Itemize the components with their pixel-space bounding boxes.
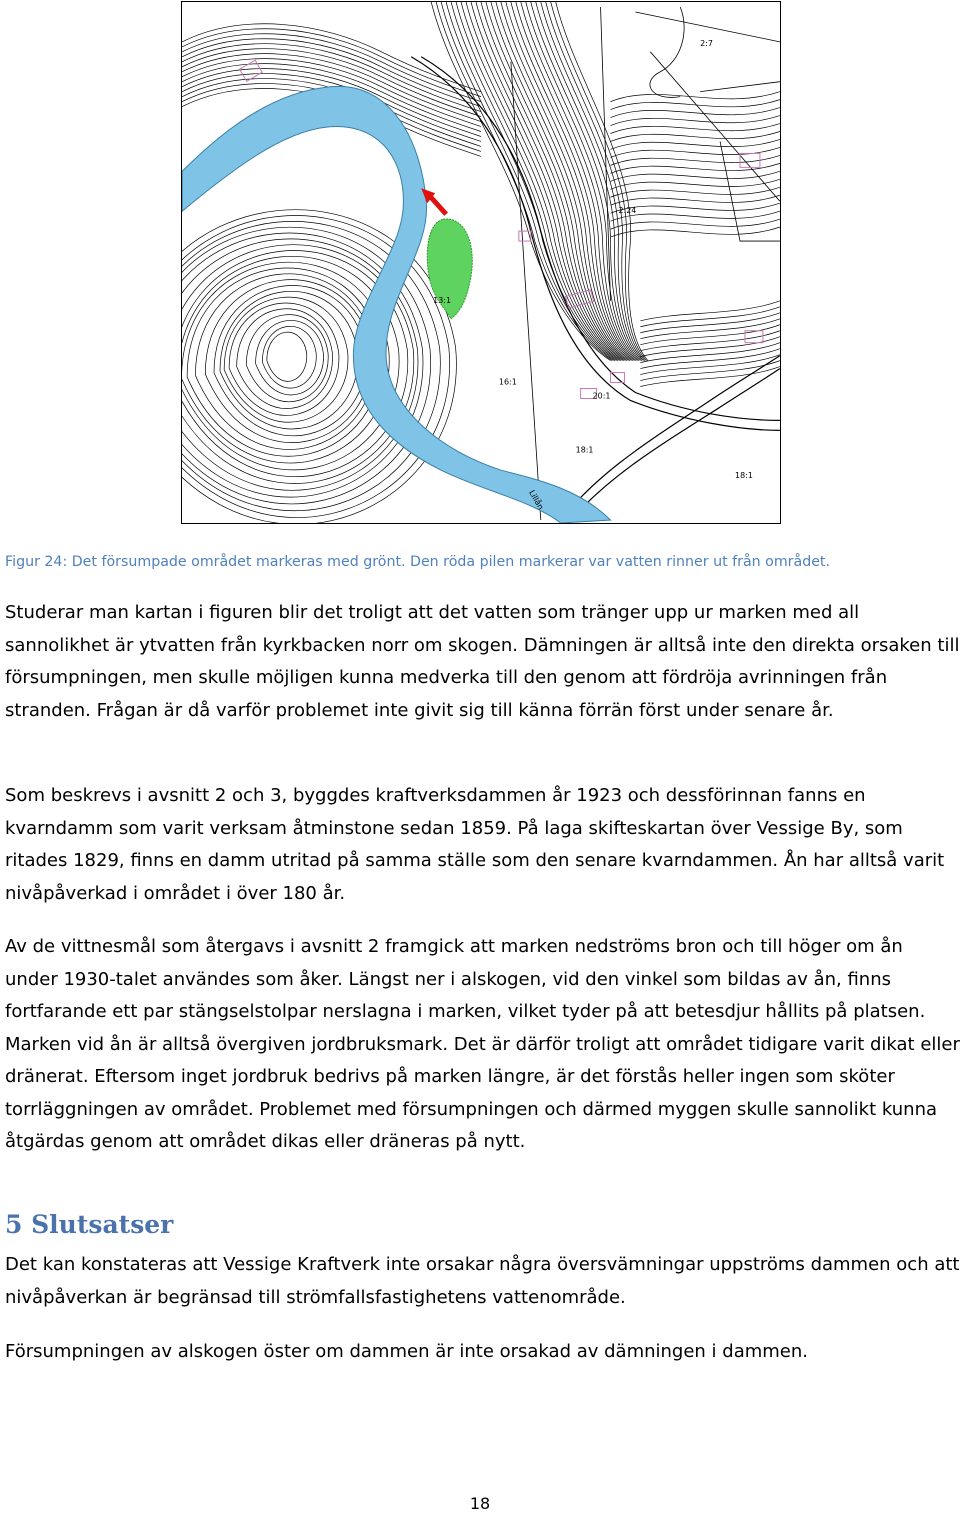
map-label: 20:1 (592, 391, 611, 401)
contour-lines (182, 2, 780, 523)
contour-line (611, 155, 780, 165)
figure-caption: Figur 24: Det försumpade området markeras med grönt. Den röda pilen markerar var vatten rinner ut från området. (5, 554, 830, 570)
map-label: 13:1 (433, 295, 452, 305)
contour-line (611, 108, 780, 118)
contour-line (224, 297, 348, 422)
contour-line (205, 280, 371, 443)
contour-line (471, 2, 622, 361)
map-label: 16:1 (498, 377, 517, 387)
contour-line (611, 187, 780, 197)
contour-line (481, 2, 625, 361)
section-heading: 5 Slutsatser (5, 1210, 174, 1239)
contour-line (640, 301, 779, 321)
paragraph: Av de vittnesmål som återgavs i avsnitt 2 framgick att marken nedströms bron och till höger om ån under 1930-talet användes som åker. Längst ner i alskogen, vid den vinkel som bildas av ån, finns fortfarande ett par stängselstolpar nerslagna i marken, vilket tyder på att betesdjur hållits på platsen. Marken vid ån är alltså övergiven jordbruksmark. Det är därför troligt att området tidigare varit dikat eller dränerat. Eftersom inget jordbruk bedrivs på marken längre, är det förstås heller ingen som sköter torrläggningen av området. Problemet med försumpningen och därmed myggen skulle sannolikt kunna åtgärdas genom att området dikas eller dräneras på nytt. (5, 936, 960, 1152)
paragraph: Det kan konstateras att Vessige Kraftverk inte orsakar några översvämningar uppströms dammen och att nivåpåverkan är begränsad till strömfallsfastighetens vattenområde. (5, 1254, 960, 1308)
map-label: 2:7 (700, 38, 713, 48)
contour-line (521, 2, 638, 361)
paragraph: Som beskrevs i avsnitt 2 och 3, byggdes kraftverksdammen år 1923 och dessförinnan fanns en kvarndamm som varit verksam åtminstone sedan 1859. På laga skifteskartan över Vessige By, som ritades 1829, finns en damm utritad på samma ställe som den senare kvarndammen. Ån har alltså varit nivåpåverkad i området i över 180 år. (5, 785, 945, 904)
contour-line (551, 2, 647, 361)
contour-line (267, 332, 307, 381)
contour-line (611, 195, 780, 205)
paragraph: Studerar man kartan i figuren blir det troligt att det vatten som tränger upp ur marken med all sannolikhet är ytvatten från kyrkbacken norr om skogen. Dämningen är alltså inte den direkta orsaken till försumpningen, men skulle möjligen kunna medverka till den genom att fördröja avrinningen från stranden. Frågan är då varför problemet inte givit sig till känna förrän först under senare år. (5, 602, 960, 721)
contour-line (611, 179, 780, 189)
contour-line (611, 116, 780, 126)
topographic-map (182, 2, 780, 523)
contour-line (611, 92, 780, 102)
contour-line (256, 320, 324, 394)
contour-line (446, 2, 615, 361)
contour-line (246, 315, 328, 402)
contour-line (611, 147, 780, 157)
paragraph: Försumpningen av alskogen öster om dammen är inte orsakad av dämningen i dammen. (5, 1341, 809, 1362)
map-label: 18:1 (735, 471, 753, 481)
river (182, 86, 610, 523)
contour-line (262, 326, 316, 388)
map-label: 2:24 (618, 206, 637, 216)
contour-line (229, 303, 339, 415)
map-figure (181, 1, 781, 524)
contour-line (237, 309, 333, 409)
contour-line (611, 100, 780, 110)
contour-line (611, 219, 780, 229)
river-name-label: Lillån (527, 488, 546, 512)
contour-line (611, 139, 780, 149)
contour-line (611, 171, 780, 181)
page-number: 18 (469, 1494, 491, 1513)
contour-line (611, 227, 780, 237)
contour-line (611, 124, 780, 134)
contour-line (441, 2, 613, 361)
contour-line (486, 2, 627, 361)
map-label: 18:1 (575, 445, 594, 455)
map-annotations (433, 39, 753, 511)
contour-line (187, 268, 381, 456)
contour-line (516, 2, 636, 361)
contour-line (611, 132, 780, 142)
